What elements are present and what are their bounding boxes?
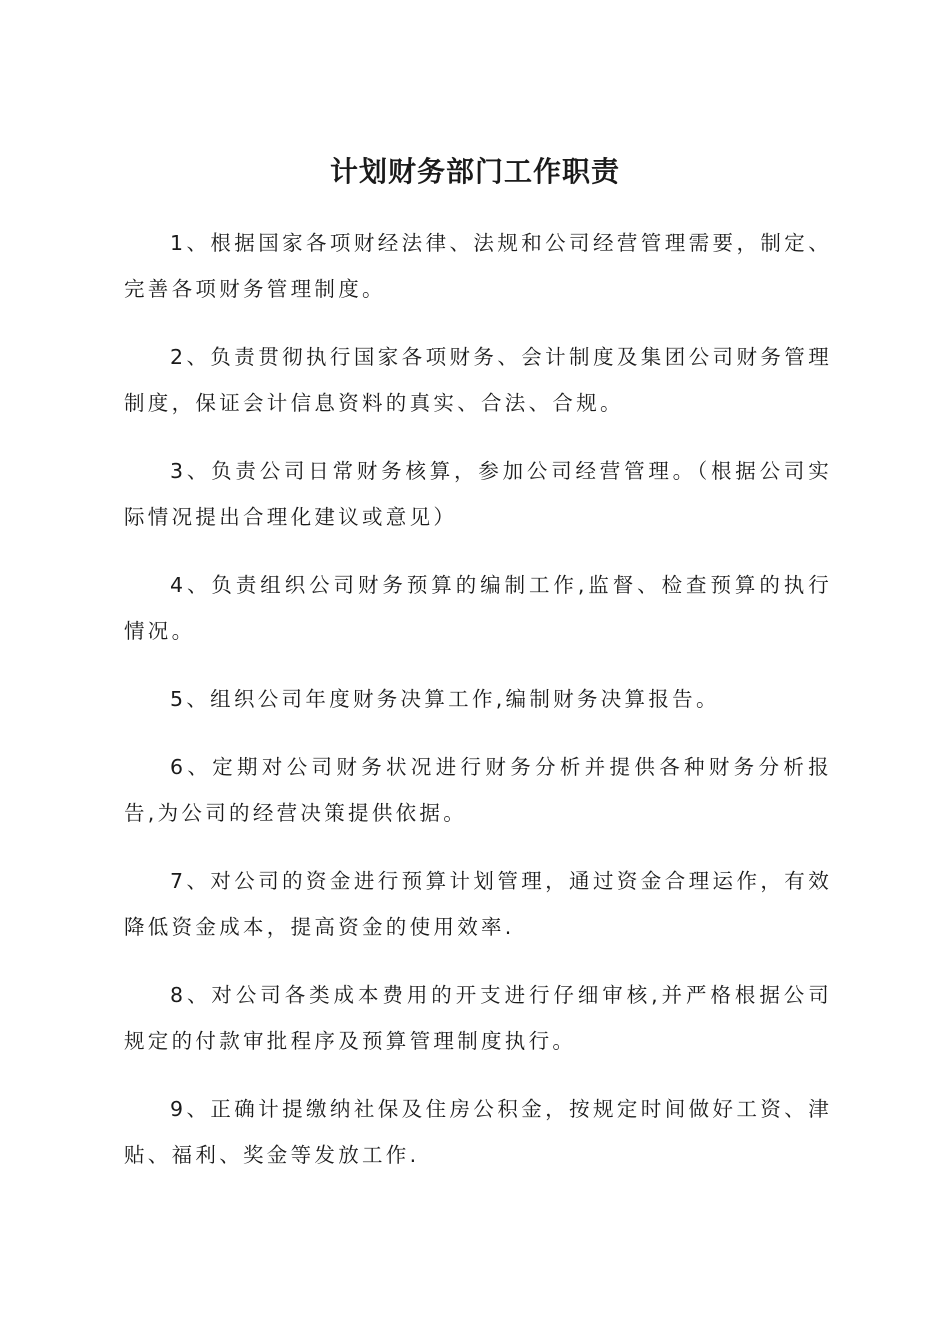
duty-list — [124, 220, 832, 1200]
duty-item-8: 8、对公司各类成本费用的开支进行仔细审核,并严格根据公司规定的付款审批程序及预算管理制度执行。 — [124, 983, 832, 1053]
duty-item-2: 2、负责贯彻执行国家各项财务、会计制度及集团公司财务管理制度，保证会计信息资料的真实、合法、合规。 — [124, 345, 832, 415]
duty-item-3: 3、负责公司日常财务核算，参加公司经营管理。（根据公司实际情况提出合理化建议或意见） — [124, 459, 832, 529]
duty-item-7: 7、对公司的资金进行预算计划管理，通过资金合理运作，有效降低资金成本，提高资金的使用效率. — [124, 869, 832, 939]
duty-item-9: 9、正确计提缴纳社保及住房公积金，按规定时间做好工资、津贴、福利、奖金等发放工作. — [124, 1097, 832, 1167]
page-title: 计划财务部门工作职责 — [329, 155, 620, 188]
duty-item-4: 4、负责组织公司财务预算的编制工作,监督、检查预算的执行情况。 — [124, 573, 832, 643]
duty-item-5: 5、组织公司年度财务决算工作,编制财务决算报告。 — [170, 687, 720, 711]
duty-item-1: 1、根据国家各项财经法律、法规和公司经营管理需要，制定、完善各项财务管理制度。 — [124, 231, 832, 301]
duty-item-6: 6、定期对公司财务状况进行财务分析并提供各种财务分析报告,为公司的经营决策提供依据。 — [124, 755, 832, 825]
